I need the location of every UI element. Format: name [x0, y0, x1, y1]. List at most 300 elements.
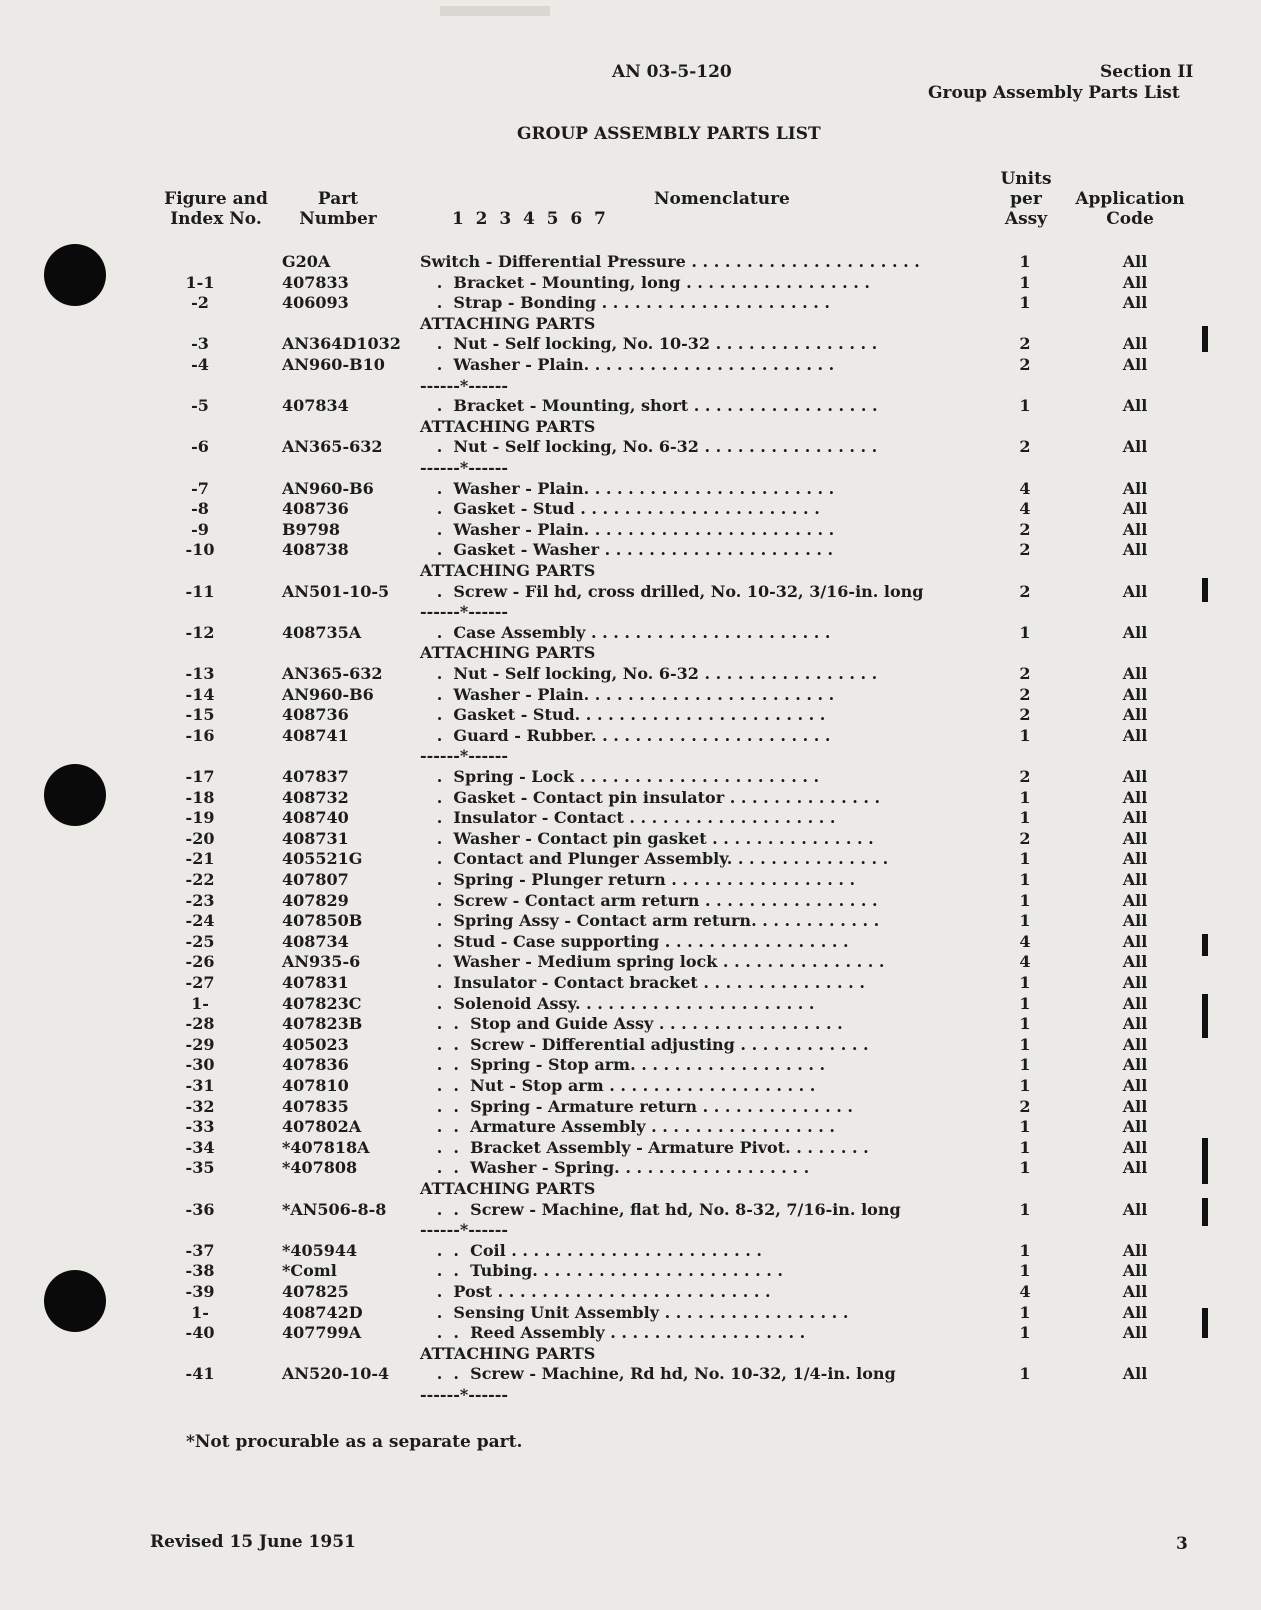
table-row	[0, 1014, 1261, 1034]
units-per-assy-cell: 2	[1019, 767, 1031, 786]
table-row	[0, 664, 1261, 684]
application-code-cell: All	[1122, 540, 1148, 559]
nomenclature-cell: . . Reed Assembly . . . . . . . . . . . . . . . . . .	[420, 1323, 806, 1342]
units-per-assy-cell: 1	[1019, 1138, 1031, 1157]
nomenclature-cell: ATTACHING PARTS	[420, 643, 596, 662]
application-code-cell: All	[1122, 952, 1148, 971]
part-number-cell: 407807	[282, 870, 349, 889]
nomenclature-cell: . Gasket - Washer . . . . . . . . . . . . . . . . . . . . .	[420, 540, 834, 559]
table-row	[0, 417, 1261, 437]
table-row	[0, 829, 1261, 849]
units-per-assy-cell: 1	[1019, 1303, 1031, 1322]
nomenclature-cell: . Washer - Medium spring lock . . . . . . . . . . . . . . .	[420, 952, 885, 971]
units-per-assy-cell: 1	[1019, 788, 1031, 807]
nomenclature-cell: . Spring - Plunger return . . . . . . . . . . . . . . . . .	[420, 870, 856, 889]
part-number-cell: 405023	[282, 1035, 349, 1054]
table-row	[0, 932, 1261, 952]
figure-index-cell: -11	[185, 582, 215, 601]
nomenclature-cell: ATTACHING PARTS	[420, 314, 596, 333]
figure-index-cell: -13	[185, 664, 215, 683]
nomenclature-cell: . . Stop and Guide Assy . . . . . . . . . . . . . . . . .	[420, 1014, 843, 1033]
part-number-cell: 408731	[282, 829, 349, 848]
indent-level-header: 1 2 3 4 5 6 7	[452, 209, 606, 229]
application-code-cell: All	[1122, 1117, 1148, 1136]
part-number-cell: 406093	[282, 293, 349, 312]
application-code-cell: All	[1122, 582, 1148, 601]
units-per-assy-cell: 1	[1019, 1241, 1031, 1260]
units-per-assy-cell: 1	[1019, 1076, 1031, 1095]
units-per-assy-cell: 1	[1019, 1158, 1031, 1177]
figure-index-cell: -10	[185, 540, 215, 559]
figure-index-cell: -21	[185, 849, 215, 868]
part-number-cell: 408736	[282, 499, 349, 518]
figure-index-cell: -33	[185, 1117, 215, 1136]
part-number-cell: AN520-10-4	[282, 1364, 390, 1383]
figure-index-cell: -35	[185, 1158, 215, 1177]
application-code-cell: All	[1122, 273, 1148, 292]
nomenclature-cell: . . Screw - Differential adjusting . . . . . . . . . . . .	[420, 1035, 869, 1054]
nomenclature-cell: . . Spring - Stop arm. . . . . . . . . . . . . . . . . .	[420, 1055, 826, 1074]
application-code-cell: All	[1122, 1014, 1148, 1033]
figure-index-cell: -38	[185, 1261, 215, 1280]
table-row	[0, 273, 1261, 293]
figure-index-cell: -20	[185, 829, 215, 848]
units-per-assy-cell: 1	[1019, 396, 1031, 415]
figure-index-cell: -6	[191, 437, 209, 456]
application-code-cell: All	[1122, 911, 1148, 930]
figure-index-cell: -39	[185, 1282, 215, 1301]
nomenclature-cell: . . Screw - Machine, Rd hd, No. 10-32, 1/4-in. long	[420, 1364, 896, 1383]
application-code-cell: All	[1122, 1138, 1148, 1157]
figure-column-header: Figure and Index No.	[164, 189, 268, 229]
nomenclature-cell: ------*------	[420, 602, 509, 621]
figure-index-cell: -17	[185, 767, 215, 786]
units-per-assy-cell: 1	[1019, 1117, 1031, 1136]
nomenclature-cell: . Gasket - Stud . . . . . . . . . . . . . . . . . . . . . .	[420, 499, 820, 518]
figure-index-cell: -18	[185, 788, 215, 807]
units-per-assy-cell: 2	[1019, 437, 1031, 456]
table-row	[0, 788, 1261, 808]
application-code-cell: All	[1122, 726, 1148, 745]
nomenclature-cell: . Spring Assy - Contact arm return. . . . . . . . . . . .	[420, 911, 880, 930]
nomenclature-cell: . Screw - Fil hd, cross drilled, No. 10-32, 3/16-in. long	[420, 582, 924, 601]
table-row	[0, 1261, 1261, 1281]
figure-index-cell: -12	[185, 623, 215, 642]
nomenclature-cell: . Insulator - Contact bracket . . . . . . . . . . . . . . .	[420, 973, 865, 992]
table-row	[0, 911, 1261, 931]
application-code-cell: All	[1122, 1323, 1148, 1342]
part-number-cell: *AN506-8-8	[282, 1200, 387, 1219]
part-number-cell: AN960-B6	[282, 479, 374, 498]
part-number-cell: AN935-6	[282, 952, 361, 971]
table-row	[0, 1344, 1261, 1364]
units-per-assy-cell: 2	[1019, 829, 1031, 848]
application-code-cell: All	[1122, 355, 1148, 374]
units-per-assy-cell: 1	[1019, 252, 1031, 271]
table-row	[0, 1282, 1261, 1302]
units-per-assy-cell: 2	[1019, 355, 1031, 374]
application-code-cell: All	[1122, 293, 1148, 312]
nomenclature-cell: ------*------	[420, 376, 509, 395]
nomenclature-cell: . . Spring - Armature return . . . . . . . . . . . . . .	[420, 1097, 853, 1116]
table-row	[0, 396, 1261, 416]
units-per-assy-cell: 1	[1019, 1261, 1031, 1280]
application-code-cell: All	[1122, 705, 1148, 724]
units-per-assy-cell: 2	[1019, 520, 1031, 539]
nomenclature-cell: . Bracket - Mounting, long . . . . . . . . . . . . . . . . .	[420, 273, 870, 292]
figure-index-cell: -41	[185, 1364, 215, 1383]
application-code-cell: All	[1122, 973, 1148, 992]
table-row	[0, 643, 1261, 663]
table-row	[0, 849, 1261, 869]
units-per-assy-cell: 2	[1019, 582, 1031, 601]
table-row	[0, 1076, 1261, 1096]
part-number-cell: 407823C	[282, 994, 362, 1013]
part-number-cell: 408742D	[282, 1303, 363, 1322]
nomenclature-cell: ------*------	[420, 1385, 509, 1404]
nomenclature-cell: . Nut - Self locking, No. 6-32 . . . . . . . . . . . . . . . .	[420, 664, 878, 683]
nomenclature-cell: . Insulator - Contact . . . . . . . . . . . . . . . . . . .	[420, 808, 836, 827]
application-code-cell: All	[1122, 994, 1148, 1013]
application-code-cell: All	[1122, 829, 1148, 848]
table-row	[0, 602, 1261, 622]
nomenclature-cell: ATTACHING PARTS	[420, 561, 596, 580]
figure-index-cell: -24	[185, 911, 215, 930]
application-code-cell: All	[1122, 1076, 1148, 1095]
table-row	[0, 891, 1261, 911]
table-row	[0, 1097, 1261, 1117]
nomenclature-cell: ATTACHING PARTS	[420, 417, 596, 436]
figure-index-cell: -23	[185, 891, 215, 910]
table-row	[0, 1303, 1261, 1323]
figure-index-cell: -3	[191, 334, 209, 353]
units-per-assy-cell: 1	[1019, 849, 1031, 868]
section-title: Group Assembly Parts List	[928, 83, 1180, 103]
revision-date: Revised 15 June 1951	[150, 1532, 356, 1552]
figure-index-cell: -8	[191, 499, 209, 518]
nomenclature-cell: ------*------	[420, 1220, 509, 1239]
nomenclature-cell: . . Nut - Stop arm . . . . . . . . . . . . . . . . . . .	[420, 1076, 816, 1095]
figure-index-cell: -2	[191, 293, 209, 312]
application-code-cell: All	[1122, 870, 1148, 889]
part-number-cell: *Coml	[282, 1261, 337, 1280]
application-code-cell: All	[1122, 437, 1148, 456]
part-number-cell: 408735A	[282, 623, 362, 642]
table-row	[0, 540, 1261, 560]
application-code-cell: All	[1122, 334, 1148, 353]
units-per-assy-cell: 2	[1019, 664, 1031, 683]
table-row	[0, 623, 1261, 643]
application-code-cell: All	[1122, 808, 1148, 827]
part-number-cell: 407823B	[282, 1014, 363, 1033]
application-code-cell: All	[1122, 788, 1148, 807]
table-row	[0, 1055, 1261, 1075]
table-row	[0, 746, 1261, 766]
table-row	[0, 726, 1261, 746]
table-row	[0, 561, 1261, 581]
part-number-cell: 407825	[282, 1282, 349, 1301]
part-number-cell: 407834	[282, 396, 349, 415]
document-number: AN 03-5-120	[612, 62, 732, 82]
nomenclature-cell: . Bracket - Mounting, short . . . . . . . . . . . . . . . . .	[420, 396, 878, 415]
nomenclature-cell: ------*------	[420, 458, 509, 477]
nomenclature-cell: . Nut - Self locking, No. 10-32 . . . . . . . . . . . . . . .	[420, 334, 878, 353]
application-code-cell: All	[1122, 396, 1148, 415]
application-code-cell: All	[1122, 685, 1148, 704]
nomenclature-cell: . Screw - Contact arm return . . . . . . . . . . . . . . . .	[420, 891, 878, 910]
application-code-cell: All	[1122, 520, 1148, 539]
nomenclature-cell: . Case Assembly . . . . . . . . . . . . . . . . . . . . . .	[420, 623, 831, 642]
nomenclature-cell: . Washer - Plain. . . . . . . . . . . . . . . . . . . . . . .	[420, 355, 835, 374]
nomenclature-cell: . Strap - Bonding . . . . . . . . . . . . . . . . . . . . .	[420, 293, 830, 312]
nomenclature-cell: . . Armature Assembly . . . . . . . . . . . . . . . . .	[420, 1117, 835, 1136]
figure-index-cell: -34	[185, 1138, 215, 1157]
table-row	[0, 355, 1261, 375]
units-per-assy-cell: 1	[1019, 891, 1031, 910]
figure-index-cell: -19	[185, 808, 215, 827]
part-number-cell: 408734	[282, 932, 349, 951]
nomenclature-cell: . Spring - Lock . . . . . . . . . . . . . . . . . . . . . .	[420, 767, 820, 786]
units-per-assy-cell: 1	[1019, 1055, 1031, 1074]
units-per-assy-cell: 1	[1019, 623, 1031, 642]
part-number-cell: AN365-632	[282, 664, 383, 683]
part-number-cell: 408738	[282, 540, 349, 559]
nomenclature-cell: ATTACHING PARTS	[420, 1179, 596, 1198]
application-code-cell: All	[1122, 479, 1148, 498]
units-per-assy-cell: 1	[1019, 273, 1031, 292]
figure-index-cell: -32	[185, 1097, 215, 1116]
figure-index-cell: 1-	[191, 1303, 209, 1322]
part-number-cell: *407818A	[282, 1138, 370, 1157]
application-code-cell: All	[1122, 664, 1148, 683]
nomenclature-cell: . Washer - Contact pin gasket . . . . . . . . . . . . . . .	[420, 829, 874, 848]
nomenclature-cell: . Gasket - Contact pin insulator . . . . . . . . . . . . . .	[420, 788, 881, 807]
nomenclature-cell: . Sensing Unit Assembly . . . . . . . . . . . . . . . . .	[420, 1303, 849, 1322]
part-number-cell: 407799A	[282, 1323, 362, 1342]
nomenclature-cell: Switch - Differential Pressure . . . . . . . . . . . . . . . . . . . . .	[420, 252, 920, 271]
units-per-assy-cell: 1	[1019, 1200, 1031, 1219]
figure-index-cell: -36	[185, 1200, 215, 1219]
application-code-cell: All	[1122, 499, 1148, 518]
figure-index-cell: -27	[185, 973, 215, 992]
units-per-assy-cell: 1	[1019, 911, 1031, 930]
units-per-assy-cell: 2	[1019, 334, 1031, 353]
application-code-cell: All	[1122, 1097, 1148, 1116]
nomenclature-cell: . Nut - Self locking, No. 6-32 . . . . . . . . . . . . . . . .	[420, 437, 878, 456]
figure-index-cell: -16	[185, 726, 215, 745]
application-code-cell: All	[1122, 1282, 1148, 1301]
application-column-header: Application Code	[1075, 189, 1185, 229]
nomenclature-cell: ATTACHING PARTS	[420, 1344, 596, 1363]
figure-index-cell: -37	[185, 1241, 215, 1260]
table-row	[0, 1117, 1261, 1137]
application-code-cell: All	[1122, 1241, 1148, 1260]
part-number-cell: 407833	[282, 273, 349, 292]
nomenclature-cell: . . Tubing. . . . . . . . . . . . . . . . . . . . . . .	[420, 1261, 783, 1280]
table-row	[0, 582, 1261, 602]
units-per-assy-cell: 1	[1019, 1035, 1031, 1054]
table-row	[0, 293, 1261, 313]
table-row	[0, 376, 1261, 396]
units-column-header: Units per Assy	[1000, 169, 1052, 229]
application-code-cell: All	[1122, 1055, 1148, 1074]
table-row	[0, 1179, 1261, 1199]
part-number-cell: AN960-B6	[282, 685, 374, 704]
units-per-assy-cell: 2	[1019, 705, 1031, 724]
figure-index-cell: -4	[191, 355, 209, 374]
table-row	[0, 705, 1261, 725]
nomenclature-cell: . . Coil . . . . . . . . . . . . . . . . . . . . . . .	[420, 1241, 762, 1260]
table-row	[0, 1035, 1261, 1055]
table-row	[0, 1138, 1261, 1158]
units-per-assy-cell: 2	[1019, 540, 1031, 559]
application-code-cell: All	[1122, 1303, 1148, 1322]
units-per-assy-cell: 2	[1019, 685, 1031, 704]
table-row	[0, 479, 1261, 499]
nomenclature-cell: . Washer - Plain. . . . . . . . . . . . . . . . . . . . . . .	[420, 479, 835, 498]
nomenclature-cell: . Contact and Plunger Assembly. . . . . . . . . . . . . . .	[420, 849, 889, 868]
units-per-assy-cell: 1	[1019, 1364, 1031, 1383]
part-number-cell: AN501-10-5	[282, 582, 390, 601]
part-number-cell: *405944	[282, 1241, 358, 1260]
units-per-assy-cell: 1	[1019, 1014, 1031, 1033]
figure-index-cell: -29	[185, 1035, 215, 1054]
table-row	[0, 994, 1261, 1014]
application-code-cell: All	[1122, 767, 1148, 786]
footnote: *Not procurable as a separate part.	[186, 1432, 523, 1452]
units-per-assy-cell: 1	[1019, 1323, 1031, 1342]
figure-index-cell: -26	[185, 952, 215, 971]
table-row	[0, 437, 1261, 457]
figure-index-cell: -25	[185, 932, 215, 951]
table-row	[0, 973, 1261, 993]
part-number-cell: 408740	[282, 808, 349, 827]
figure-index-cell: -31	[185, 1076, 215, 1095]
part-number-cell: AN365-632	[282, 437, 383, 456]
nomenclature-cell: . . Bracket Assembly - Armature Pivot. . . . . . . .	[420, 1138, 869, 1157]
figure-index-cell: -7	[191, 479, 209, 498]
nomenclature-cell: . Post . . . . . . . . . . . . . . . . . . . . . . . . .	[420, 1282, 771, 1301]
figure-index-cell: -5	[191, 396, 209, 415]
nomenclature-cell: . Guard - Rubber. . . . . . . . . . . . . . . . . . . . . .	[420, 726, 831, 745]
figure-index-cell: -22	[185, 870, 215, 889]
part-number-cell: 407810	[282, 1076, 349, 1095]
part-number-cell: 407835	[282, 1097, 349, 1116]
figure-index-cell: -40	[185, 1323, 215, 1342]
units-per-assy-cell: 1	[1019, 293, 1031, 312]
table-row	[0, 1200, 1261, 1220]
part-number-cell: 407850B	[282, 911, 363, 930]
part-number-cell: B9798	[282, 520, 341, 539]
nomenclature-cell: ------*------	[420, 746, 509, 765]
scan-smudge	[440, 6, 550, 16]
table-row	[0, 520, 1261, 540]
application-code-cell: All	[1122, 1261, 1148, 1280]
part-number-cell: 407837	[282, 767, 349, 786]
units-per-assy-cell: 1	[1019, 973, 1031, 992]
part-number-cell: 407831	[282, 973, 349, 992]
table-row	[0, 1220, 1261, 1240]
part-number-cell: *407808	[282, 1158, 358, 1177]
table-row	[0, 334, 1261, 354]
application-code-cell: All	[1122, 252, 1148, 271]
part-number-cell: AN960-B10	[282, 355, 385, 374]
figure-index-cell: -28	[185, 1014, 215, 1033]
part-number-cell: 408732	[282, 788, 349, 807]
nomenclature-column-header: Nomenclature	[654, 189, 790, 209]
part-number-cell: 407802A	[282, 1117, 362, 1136]
nomenclature-cell: . Washer - Plain. . . . . . . . . . . . . . . . . . . . . . .	[420, 520, 835, 539]
application-code-cell: All	[1122, 623, 1148, 642]
units-per-assy-cell: 4	[1019, 499, 1031, 518]
table-row	[0, 458, 1261, 478]
table-row	[0, 1158, 1261, 1178]
units-per-assy-cell: 2	[1019, 1097, 1031, 1116]
page-number: 3	[1176, 1534, 1188, 1554]
table-row	[0, 1385, 1261, 1405]
section-label: Section II	[1100, 62, 1194, 82]
units-per-assy-cell: 4	[1019, 952, 1031, 971]
units-per-assy-cell: 1	[1019, 994, 1031, 1013]
table-row	[0, 1241, 1261, 1261]
application-code-cell: All	[1122, 1200, 1148, 1219]
application-code-cell: All	[1122, 1364, 1148, 1383]
units-per-assy-cell: 4	[1019, 1282, 1031, 1301]
application-code-cell: All	[1122, 1158, 1148, 1177]
application-code-cell: All	[1122, 849, 1148, 868]
table-row	[0, 870, 1261, 890]
figure-index-cell: 1-1	[185, 273, 215, 292]
nomenclature-cell: . Solenoid Assy. . . . . . . . . . . . . . . . . . . . . .	[420, 994, 815, 1013]
table-row	[0, 808, 1261, 828]
table-row	[0, 952, 1261, 972]
units-per-assy-cell: 1	[1019, 726, 1031, 745]
table-row	[0, 1323, 1261, 1343]
units-per-assy-cell: 1	[1019, 808, 1031, 827]
table-row	[0, 252, 1261, 272]
application-code-cell: All	[1122, 1035, 1148, 1054]
table-row	[0, 1364, 1261, 1384]
part-number-cell: 407836	[282, 1055, 349, 1074]
nomenclature-cell: . Washer - Plain. . . . . . . . . . . . . . . . . . . . . . .	[420, 685, 835, 704]
nomenclature-cell: . . Screw - Machine, flat hd, No. 8-32, 7/16-in. long	[420, 1200, 901, 1219]
table-row	[0, 767, 1261, 787]
table-row	[0, 499, 1261, 519]
units-per-assy-cell: 1	[1019, 870, 1031, 889]
units-per-assy-cell: 4	[1019, 932, 1031, 951]
nomenclature-cell: . Stud - Case supporting . . . . . . . . . . . . . . . . .	[420, 932, 849, 951]
figure-index-cell: -15	[185, 705, 215, 724]
figure-index-cell: 1-	[191, 994, 209, 1013]
nomenclature-cell: . Gasket - Stud. . . . . . . . . . . . . . . . . . . . . . .	[420, 705, 826, 724]
nomenclature-cell: . . Washer - Spring. . . . . . . . . . . . . . . . . .	[420, 1158, 810, 1177]
page-title: GROUP ASSEMBLY PARTS LIST	[517, 124, 821, 144]
application-code-cell: All	[1122, 932, 1148, 951]
units-per-assy-cell: 4	[1019, 479, 1031, 498]
part-number-cell: 408736	[282, 705, 349, 724]
part-number-cell: 408741	[282, 726, 349, 745]
figure-index-cell: -14	[185, 685, 215, 704]
part-number-cell: G20A	[282, 252, 331, 271]
figure-index-cell: -9	[191, 520, 209, 539]
part-column-header: Part Number	[299, 189, 377, 229]
part-number-cell: AN364D1032	[282, 334, 401, 353]
application-code-cell: All	[1122, 891, 1148, 910]
part-number-cell: 405521G	[282, 849, 363, 868]
table-row	[0, 685, 1261, 705]
figure-index-cell: -30	[185, 1055, 215, 1074]
part-number-cell: 407829	[282, 891, 349, 910]
